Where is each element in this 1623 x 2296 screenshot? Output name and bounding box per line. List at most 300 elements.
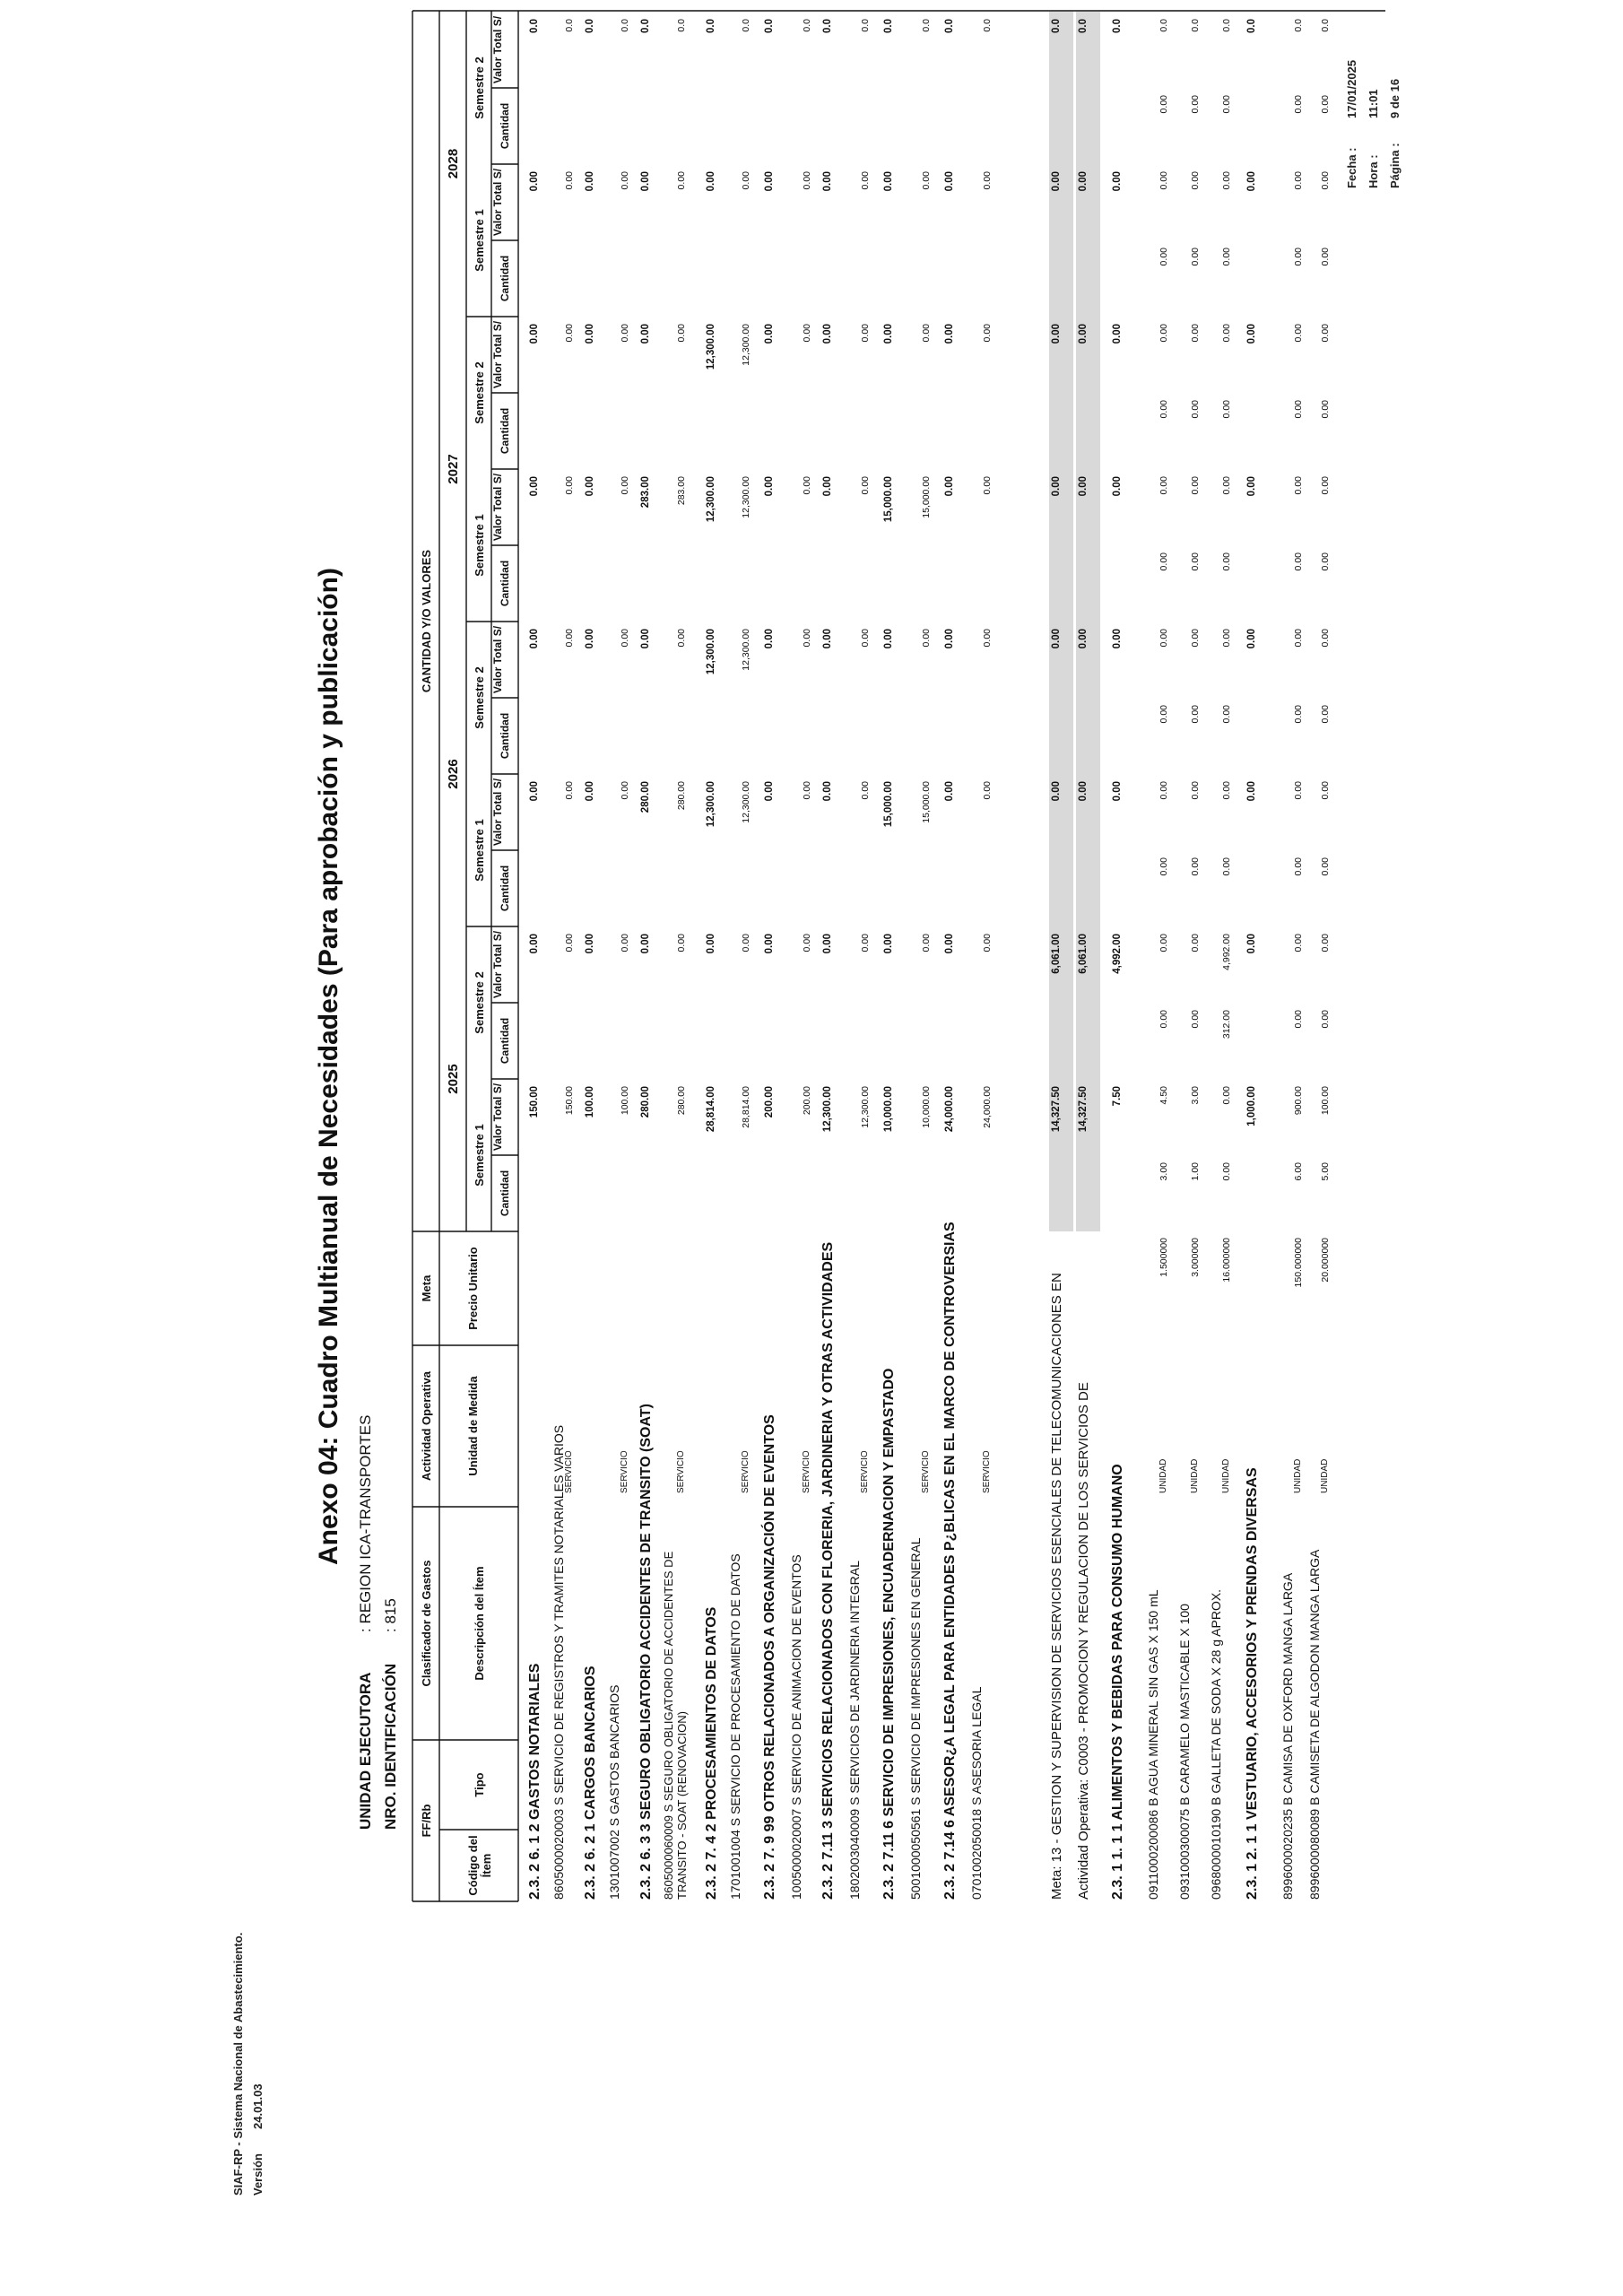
col-precio: Precio Unitario <box>466 1247 480 1330</box>
valor-total-value: 0.00 <box>1320 171 1331 190</box>
valor-total-value: 0.00 <box>706 171 716 192</box>
valor-total-value: 6,061.00 <box>1051 934 1062 974</box>
valor-total-value: 0.0 <box>883 19 894 33</box>
valor-total-value: 0.0 <box>1112 19 1123 33</box>
valor-total-value: 0.00 <box>1112 171 1123 192</box>
valor-total-value: 0.00 <box>1112 781 1123 802</box>
unit-of-measure: UNIDAD <box>1190 1458 1200 1493</box>
valor-total-value: 0.00 <box>1190 629 1201 648</box>
valor-total-value: 0.00 <box>529 934 540 954</box>
unit-of-measure: SERVICIO <box>860 1450 870 1493</box>
valor-total-value: 0.00 <box>676 171 687 190</box>
valor-total-value: 280.00 <box>676 781 687 811</box>
valor-total-value: 0.00 <box>1320 324 1331 343</box>
valor-total-value: 15,000.00 <box>921 476 932 518</box>
valor-total-value: 0.00 <box>982 934 993 952</box>
valor-total-value: 0.00 <box>640 934 651 954</box>
year-2027: 2027 <box>446 454 461 484</box>
cantidad-value: 0.00 <box>1293 248 1304 266</box>
semester-header: Semestre 1 <box>473 514 486 577</box>
col-cantidad: Cantidad <box>499 865 511 912</box>
clasificador-label: 2.3. 2 6. 1 2 GASTOS NOTARIALES <box>527 1663 542 1900</box>
valor-total-value: 10,000.00 <box>921 1086 932 1128</box>
item-description: 1005000020007 S SERVICIO DE ANIMACION DE EVENTOS <box>789 1554 803 1900</box>
valor-total-value: 0.00 <box>802 781 812 800</box>
cantidad-value: 0.00 <box>1221 400 1232 419</box>
valor-total-value: 0.00 <box>1246 781 1257 802</box>
valor-total-value: 0.00 <box>1221 324 1232 343</box>
valor-total-value: 0.00 <box>944 476 955 497</box>
valor-total-value: 0.00 <box>1320 934 1331 952</box>
valor-total-value: 0.00 <box>1293 171 1304 190</box>
valor-total-value: 0.00 <box>640 324 651 344</box>
valor-total-value: 0.00 <box>921 171 932 190</box>
unit-of-measure: SERVICIO <box>564 1450 574 1493</box>
valor-total-value: 0.0 <box>1293 19 1304 32</box>
valor-total-value: 0.00 <box>529 324 540 344</box>
col-descripcion: Descripción del Ítem <box>473 1566 486 1681</box>
col-valor-total: Valor Total S/ <box>491 168 504 237</box>
valor-total-value: 0.00 <box>764 629 775 649</box>
hora-value: 11:01 <box>1367 89 1380 118</box>
valor-total-value: 0.0 <box>1159 19 1169 32</box>
valor-total-value: 0.0 <box>741 19 751 32</box>
cantidad-value: 0.00 <box>1221 705 1232 724</box>
valor-total-value: 0.00 <box>921 934 932 952</box>
cantidad-value: 0.00 <box>1320 248 1331 266</box>
valor-total-value: 3.00 <box>1190 1086 1201 1105</box>
valor-total-value: 0.0 <box>1078 19 1089 33</box>
unit-of-measure: UNIDAD <box>1320 1458 1330 1493</box>
valor-total-value: 0.00 <box>944 629 955 649</box>
item-description: 8996000080089 B CAMISETA DE ALGODON MANGA LARGA <box>1307 1549 1322 1900</box>
valor-total-value: 0.00 <box>822 781 833 802</box>
cantidad-value: 0.00 <box>1320 1010 1331 1029</box>
valor-total-value: 0.00 <box>1246 476 1257 497</box>
valor-total-value: 0.00 <box>1078 629 1089 649</box>
valor-total-value: 0.00 <box>564 781 575 800</box>
item-description: 0701002050018 S ASESORIA LEGAL <box>969 1686 984 1900</box>
valor-total-value: 0.00 <box>822 629 833 649</box>
valor-total-value: 0.0 <box>1320 19 1331 32</box>
valor-total-value: 100.00 <box>620 1086 630 1116</box>
cantidad-value: 0.00 <box>1159 705 1169 724</box>
valor-total-value: 0.00 <box>585 629 595 649</box>
valor-total-value: 12,300.00 <box>706 324 716 370</box>
valor-total-value: 0.00 <box>764 171 775 192</box>
cantidad-value: 0.00 <box>1190 705 1201 724</box>
fecha-value: 17/01/2025 <box>1345 59 1358 118</box>
valor-total-value: 0.00 <box>860 934 871 952</box>
valor-total-value: 0.00 <box>676 324 687 343</box>
valor-total-value: 0.00 <box>1190 324 1201 343</box>
valor-total-value: 0.00 <box>529 171 540 192</box>
col-valor-total: Valor Total S/ <box>491 15 504 84</box>
valor-total-value: 12,300.00 <box>860 1086 871 1128</box>
valor-total-value: 0.00 <box>1051 171 1062 192</box>
valor-total-value: 0.0 <box>529 19 540 33</box>
year-2025: 2025 <box>446 1064 461 1094</box>
valor-total-value: 0.00 <box>921 629 932 648</box>
valor-total-value: 0.00 <box>883 324 894 344</box>
semester-header: Semestre 1 <box>473 209 486 272</box>
valor-total-value: 0.00 <box>1051 324 1062 344</box>
valor-total-value: 0.0 <box>921 19 932 32</box>
clasificador-label: 2.3. 2 7.11 6 SERVICIO DE IMPRESIONES, ENCUADERNACION Y EMPASTADO <box>881 1368 897 1900</box>
valor-total-value: 0.00 <box>1221 1086 1232 1105</box>
unit-of-measure: SERVICIO <box>741 1450 751 1493</box>
valor-total-value: 15,000.00 <box>883 781 894 828</box>
valor-total-value: 283.00 <box>676 476 687 506</box>
valor-total-value: 0.0 <box>1246 19 1257 33</box>
valor-total-value: 24,000.00 <box>982 1086 993 1128</box>
year-2028: 2028 <box>446 148 461 179</box>
valor-total-value: 4.50 <box>1159 1086 1169 1105</box>
header-meta: Meta <box>420 1274 433 1302</box>
valor-total-value: 0.00 <box>822 476 833 497</box>
unit-price: 1.500000 <box>1159 1238 1169 1277</box>
valor-total-value: 0.00 <box>1320 629 1331 648</box>
valor-total-value: 0.00 <box>982 629 993 648</box>
valor-total-value: 0.00 <box>564 171 575 190</box>
valor-total-value: 0.00 <box>640 629 651 649</box>
cantidad-value: 0.00 <box>1159 400 1169 419</box>
valor-total-value: 0.00 <box>620 171 630 190</box>
valor-total-value: 0.00 <box>1078 476 1089 497</box>
version-label: Versión <box>251 2153 265 2196</box>
valor-total-value: 0.0 <box>640 19 651 33</box>
valor-total-value: 12,300.00 <box>741 324 751 366</box>
valor-total-value: 0.00 <box>802 324 812 343</box>
col-unidad: Unidad de Medida <box>466 1376 480 1476</box>
cantidad-value: 0.00 <box>1293 95 1304 114</box>
unit-of-measure: UNIDAD <box>1159 1458 1168 1493</box>
valor-total-value: 0.00 <box>640 171 651 192</box>
meta-label: Meta: 13 - GESTION Y SUPERVISION DE SERVICIOS ESENCIALES DE TELECOMUNICACIONES EN <box>1049 1273 1064 1900</box>
nro-label: NRO. IDENTIFICACIÓN <box>382 1663 399 1830</box>
unit-of-measure: SERVICIO <box>676 1450 686 1493</box>
unit-price: 150.000000 <box>1293 1238 1304 1288</box>
cantidad-value: 0.00 <box>1320 552 1331 571</box>
unit-of-measure: SERVICIO <box>921 1450 931 1493</box>
valor-total-value: 0.00 <box>883 934 894 954</box>
unit-of-measure: SERVICIO <box>620 1450 629 1493</box>
valor-total-value: 0.0 <box>706 19 716 33</box>
item-description: 1301007002 S GASTOS BANCARIOS <box>607 1684 621 1900</box>
valor-total-value: 0.00 <box>585 476 595 497</box>
valor-total-value: 0.00 <box>620 629 630 648</box>
valor-total-value: 0.00 <box>741 171 751 190</box>
valor-total-value: 0.00 <box>1293 781 1304 800</box>
valor-total-value: 0.00 <box>1293 324 1304 343</box>
valor-total-value: 10,000.00 <box>883 1086 894 1133</box>
valor-total-value: 0.0 <box>564 19 575 32</box>
valor-total-value: 0.00 <box>1112 629 1123 649</box>
cantidad-value: 0.00 <box>1159 1010 1169 1029</box>
valor-total-value: 0.00 <box>982 324 993 343</box>
valor-total-value: 0.00 <box>764 934 775 954</box>
valor-total-value: 283.00 <box>640 476 651 509</box>
valor-total-value: 4,992.00 <box>1221 934 1232 970</box>
valor-total-value: 0.00 <box>1078 324 1089 344</box>
cantidad-value: 0.00 <box>1159 857 1169 876</box>
valor-total-value: 0.00 <box>564 629 575 648</box>
valor-total-value: 0.00 <box>1051 781 1062 802</box>
valor-total-value: 0.00 <box>585 324 595 344</box>
cantidad-value: 5.00 <box>1320 1162 1331 1181</box>
col-cantidad: Cantidad <box>499 712 511 760</box>
valor-total-value: 0.00 <box>1159 171 1169 190</box>
valor-total-value: 280.00 <box>640 781 651 813</box>
valor-total-value: 28,814.00 <box>741 1086 751 1128</box>
col-tipo: Tipo <box>473 1772 486 1797</box>
cantidad-value: 0.00 <box>1320 400 1331 419</box>
unit-of-measure: UNIDAD <box>1221 1458 1231 1493</box>
valor-total-value: 0.00 <box>802 934 812 952</box>
valor-total-value: 0.00 <box>620 934 630 952</box>
valor-total-value: 0.00 <box>860 324 871 343</box>
valor-total-value: 28,814.00 <box>706 1086 716 1133</box>
valor-total-value: 0.00 <box>1190 171 1201 190</box>
valor-total-value: 0.0 <box>860 19 871 32</box>
header-actividad: Actividad Operativa <box>420 1370 433 1482</box>
valor-total-value: 0.00 <box>1078 171 1089 192</box>
cantidad-value: 0.00 <box>1293 705 1304 724</box>
valor-total-value: 0.00 <box>706 934 716 954</box>
col-valor-total: Valor Total S/ <box>491 320 504 389</box>
cantidad-value: 0.00 <box>1320 95 1331 114</box>
cantidad-value: 0.00 <box>1293 552 1304 571</box>
valor-total-value: 0.00 <box>1190 934 1201 952</box>
valor-total-value: 24,000.00 <box>944 1086 955 1133</box>
valor-total-value: 0.00 <box>1159 629 1169 648</box>
col-codigo: Código del Ítem <box>466 1835 493 1896</box>
valor-total-value: 0.00 <box>585 171 595 192</box>
valor-total-value: 0.00 <box>822 324 833 344</box>
valor-total-value: 0.0 <box>1221 19 1232 32</box>
valor-total-value: 0.00 <box>802 171 812 190</box>
valor-total-value: 0.00 <box>764 476 775 497</box>
cantidad-value: 0.00 <box>1320 857 1331 876</box>
cantidad-value: 1.00 <box>1190 1162 1201 1181</box>
cantidad-value: 3.00 <box>1159 1162 1169 1181</box>
col-cantidad: Cantidad <box>499 255 511 302</box>
cantidad-value: 0.00 <box>1190 1010 1201 1029</box>
unit-price: 3.000000 <box>1190 1238 1201 1277</box>
valor-total-value: 12,300.00 <box>706 629 716 675</box>
valor-total-value: 14,327.50 <box>1078 1086 1089 1133</box>
valor-total-value: 0.00 <box>1190 781 1201 800</box>
cantidad-value: 0.00 <box>1190 400 1201 419</box>
valor-total-value: 0.00 <box>883 629 894 649</box>
valor-total-value: 0.00 <box>1112 476 1123 497</box>
valor-total-value: 0.00 <box>564 324 575 343</box>
cantidad-value: 0.00 <box>1159 95 1169 114</box>
valor-total-value: 0.00 <box>564 476 575 495</box>
valor-total-value: 0.0 <box>1051 19 1062 33</box>
pagina-value: 9 de 16 <box>1388 78 1402 118</box>
col-valor-total: Valor Total S/ <box>491 625 504 694</box>
clasificador-label: 2.3. 2 6. 2 1 CARGOS BANCARIOS <box>583 1665 598 1900</box>
valor-total-value: 0.0 <box>982 19 993 32</box>
unit-of-measure: SERVICIO <box>802 1450 812 1493</box>
valor-total-value: 0.00 <box>1293 629 1304 648</box>
valor-total-value: 900.00 <box>1293 1086 1304 1116</box>
col-valor-total: Valor Total S/ <box>491 930 504 999</box>
valor-total-value: 0.00 <box>1246 629 1257 649</box>
valor-total-value: 0.00 <box>1293 934 1304 952</box>
valor-total-value: 0.0 <box>585 19 595 33</box>
valor-total-value: 0.00 <box>529 629 540 649</box>
semester-header: Semestre 1 <box>473 1124 486 1187</box>
item-description: 1802003040009 S SERVICIOS DE JARDINERIA INTEGRAL <box>847 1561 862 1900</box>
system-name: SIAF-RP - Sistema Nacional de Abastecimiento. <box>231 1932 245 2196</box>
valor-total-value: 0.00 <box>802 629 812 648</box>
valor-total-value: 150.00 <box>564 1086 575 1116</box>
valor-total-value: 0.00 <box>1159 934 1169 952</box>
valor-total-value: 12,300.00 <box>822 1086 833 1133</box>
valor-total-value: 0.00 <box>944 324 955 344</box>
valor-total-value: 0.0 <box>944 19 955 33</box>
item-description: 8605000020003 S SERVICIO DE REGISTROS Y TRAMITES NOTARIALES VARIOS <box>551 1424 566 1900</box>
clasificador-label: 2.3. 2 7.14 6 ASESOR¿A LEGAL PARA ENTIDADES P¿BLICAS EN EL MARCO DE CONTROVERSIAS <box>942 1222 958 1900</box>
valor-total-value: 0.00 <box>564 934 575 952</box>
valor-total-value: 0.00 <box>822 171 833 192</box>
nro-value-text: : 815 <box>382 1598 399 1632</box>
cantidad-value: 0.00 <box>1159 248 1169 266</box>
clasificador-label: 2.3. 2 7.11 3 SERVICIOS RELACIONADOS CON FLORERIA, JARDINERIA Y OTRAS ACTIVIDADES <box>820 1241 836 1900</box>
hora-label: Hora : <box>1367 154 1380 188</box>
item-description: 8605000060009 S SEGURO OBLIGATORIO DE ACCIDENTES DE TRANSITO - SOAT (RENOVACION) <box>662 1551 689 1900</box>
valor-total-value: 0.00 <box>764 781 775 802</box>
valor-total-value: 15,000.00 <box>883 476 894 523</box>
col-cantidad: Cantidad <box>499 407 511 455</box>
valor-total-value: 0.00 <box>741 934 751 952</box>
valor-total-value: 0.00 <box>860 629 871 648</box>
valor-total-value: 0.00 <box>676 629 687 648</box>
page-title: Anexo 04: Cuadro Multianual de Necesidades (Para aprobación y publicación) <box>314 568 343 1565</box>
valor-total-value: 0.00 <box>1159 781 1169 800</box>
valor-total-value: 0.00 <box>1159 324 1169 343</box>
valor-total-value: 0.00 <box>529 781 540 802</box>
valor-total-value: 0.00 <box>1246 324 1257 344</box>
col-valor-total: Valor Total S/ <box>491 473 504 542</box>
valor-total-value: 15,000.00 <box>921 781 932 823</box>
valor-total-value: 12,300.00 <box>741 781 751 823</box>
cantidad-value: 312.00 <box>1221 1010 1232 1039</box>
valor-total-value: 0.00 <box>822 934 833 954</box>
item-description: 5001000050561 S SERVICIO DE IMPRESIONES EN GENERAL <box>908 1537 923 1900</box>
col-valor-total: Valor Total S/ <box>491 1083 504 1152</box>
col-cantidad: Cantidad <box>499 560 511 607</box>
col-cantidad: Cantidad <box>499 1017 511 1065</box>
cantidad-value: 0.00 <box>1221 552 1232 571</box>
valor-total-value: 4,992.00 <box>1112 934 1123 974</box>
valor-total-value: 0.00 <box>860 781 871 800</box>
valor-total-value: 0.0 <box>1190 19 1201 32</box>
valor-total-value: 280.00 <box>676 1086 687 1116</box>
fecha-label: Fecha : <box>1345 147 1358 188</box>
clasificador-label: 2.3. 1 1. 1 1 ALIMENTOS Y BEBIDAS PARA CONSUMO HUMANO <box>1110 1464 1125 1900</box>
unit-of-measure: UNIDAD <box>1293 1458 1303 1493</box>
valor-total-value: 6,061.00 <box>1078 934 1089 974</box>
valor-total-value: 0.00 <box>1293 476 1304 495</box>
valor-total-value: 12,300.00 <box>706 476 716 523</box>
valor-total-value: 0.00 <box>1190 476 1201 495</box>
item-description: 8996000020235 B CAMISA DE OXFORD MANGA LARGA <box>1280 1572 1295 1900</box>
valor-total-value: 0.00 <box>1078 781 1089 802</box>
item-description: 0911000200086 B AGUA MINERAL SIN GAS X 150 mL <box>1146 1589 1160 1900</box>
semester-header: Semestre 2 <box>473 57 486 119</box>
header-ffrb: FF/Rb <box>420 1804 433 1838</box>
valor-total-value: 12,300.00 <box>706 781 716 828</box>
col-cantidad: Cantidad <box>499 1170 511 1217</box>
unit-price: 20.000000 <box>1320 1238 1331 1283</box>
header-clasificador: Clasificador de Gastos <box>420 1560 433 1687</box>
semester-header: Semestre 2 <box>473 666 486 729</box>
valor-total-value: 0.00 <box>620 476 630 495</box>
valor-total-value: 0.00 <box>1221 171 1232 190</box>
valor-total-value: 0.0 <box>802 19 812 32</box>
valor-total-value: 0.00 <box>944 171 955 192</box>
cantidad-value: 0.00 <box>1221 248 1232 266</box>
valor-total-value: 0.00 <box>764 324 775 344</box>
version-value: 24.01.03 <box>251 2083 265 2129</box>
clasificador-label: 2.3. 2 7. 9 99 OTROS RELACIONADOS A ORGANIZACIÓN DE EVENTOS <box>762 1414 777 1900</box>
valor-total-value: 0.00 <box>676 934 687 952</box>
valor-total-value: 0.0 <box>620 19 630 32</box>
valor-total-value: 280.00 <box>640 1086 651 1118</box>
semester-header: Semestre 2 <box>473 361 486 424</box>
cantidad-value: 0.00 <box>1293 857 1304 876</box>
valor-total-value: 0.00 <box>982 781 993 800</box>
valor-total-value: 0.00 <box>883 171 894 192</box>
valor-total-value: 0.00 <box>982 171 993 190</box>
unidad-label: UNIDAD EJECUTORA <box>357 1672 374 1830</box>
cantidad-value: 0.00 <box>1190 95 1201 114</box>
clasificador-label: 2.3. 2 6. 3 3 SEGURO OBLIGATORIO ACCIDENTES DE TRANSITO (SOAT) <box>638 1404 654 1900</box>
cantidad-value: 6.00 <box>1293 1162 1304 1181</box>
item-description: 0968000010190 B GALLETA DE SODA X 28 g APROX. <box>1209 1588 1223 1900</box>
pagina-label: Página : <box>1388 143 1402 188</box>
valor-total-value: 0.00 <box>1221 781 1232 800</box>
unidad-value-text: : REGION ICA-TRANSPORTES <box>357 1414 374 1632</box>
actividad-label: Actividad Operativa: C0003 - PROMOCION Y REGULACION DE LOS SERVICIOS DE <box>1076 1382 1091 1900</box>
header-cantidad-valores: CANTIDAD Y/O VALORES <box>420 549 433 693</box>
valor-total-value: 200.00 <box>802 1086 812 1116</box>
valor-total-value: 0.00 <box>1320 781 1331 800</box>
valor-total-value: 100.00 <box>1320 1086 1331 1116</box>
cantidad-value: 0.00 <box>1190 248 1201 266</box>
valor-total-value: 14,327.50 <box>1051 1086 1062 1133</box>
cantidad-value: 0.00 <box>1221 1162 1232 1181</box>
item-description: 1701001004 S SERVICIO DE PROCESAMIENTO DE DATOS <box>728 1553 742 1900</box>
cantidad-value: 0.00 <box>1221 857 1232 876</box>
cantidad-value: 0.00 <box>1159 552 1169 571</box>
unit-of-measure: SERVICIO <box>982 1450 992 1493</box>
semester-header: Semestre 2 <box>473 971 486 1034</box>
valor-total-value: 100.00 <box>585 1086 595 1118</box>
col-valor-total: Valor Total S/ <box>491 778 504 847</box>
valor-total-value: 0.00 <box>860 476 871 495</box>
cantidad-value: 0.00 <box>1221 95 1232 114</box>
valor-total-value: 0.00 <box>585 934 595 954</box>
valor-total-value: 0.00 <box>1051 629 1062 649</box>
valor-total-value: 0.00 <box>1112 324 1123 344</box>
valor-total-value: 0.00 <box>944 781 955 802</box>
valor-total-value: 0.00 <box>585 781 595 802</box>
valor-total-value: 0.00 <box>921 324 932 343</box>
